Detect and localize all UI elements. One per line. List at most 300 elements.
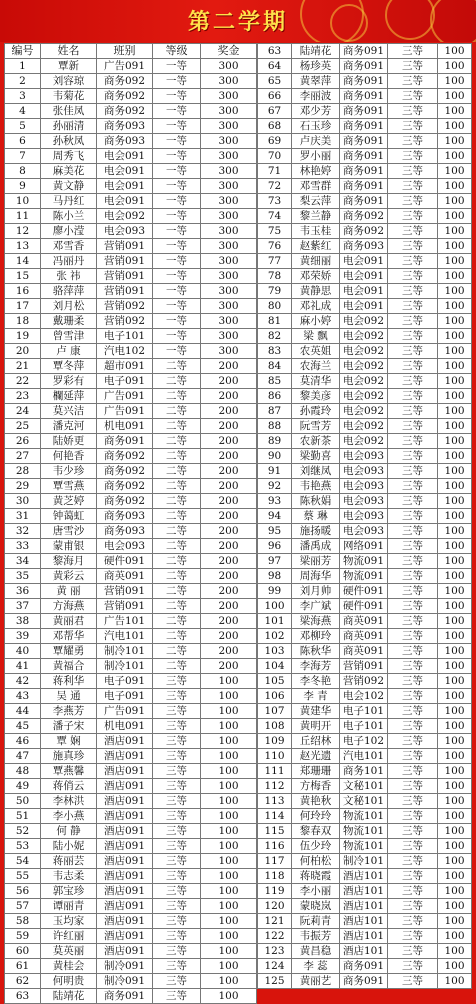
cell-class: 电会091 xyxy=(97,179,153,194)
cell-class: 硬件091 xyxy=(97,554,153,569)
cell-prize: 100 xyxy=(438,809,472,824)
cell-class: 营销092 xyxy=(340,674,388,689)
cell-number: 108 xyxy=(258,719,292,734)
cell-name: 邓雪香 xyxy=(41,239,97,254)
cell-name: 莫清华 xyxy=(292,374,340,389)
cell-prize: 100 xyxy=(201,839,257,854)
cell-class: 酒店091 xyxy=(97,764,153,779)
table-row xyxy=(258,614,472,629)
cell-class: 制冷091 xyxy=(97,959,153,974)
table-row xyxy=(5,164,257,179)
table-row xyxy=(258,134,472,149)
table-row xyxy=(5,104,257,119)
cell-name: 陆靖花 xyxy=(41,989,97,1004)
cell-grade: 三等 xyxy=(388,419,438,434)
cell-grade: 三等 xyxy=(388,269,438,284)
cell-grade: 三等 xyxy=(388,509,438,524)
cell-name: 阮雪芳 xyxy=(292,419,340,434)
cell-number: 85 xyxy=(258,374,292,389)
cell-name: 骆萍萍 xyxy=(41,284,97,299)
table-row xyxy=(5,89,257,104)
cell-name: 邓少芳 xyxy=(292,104,340,119)
cell-number: 76 xyxy=(258,239,292,254)
cell-number: 91 xyxy=(258,464,292,479)
cell-class: 电会091 xyxy=(340,299,388,314)
cell-name: 莫兴洁 xyxy=(41,404,97,419)
cell-prize: 300 xyxy=(201,209,257,224)
cell-name: 梨云萍 xyxy=(292,194,340,209)
cell-grade: 二等 xyxy=(153,479,201,494)
cell-name: 黄翠萍 xyxy=(292,74,340,89)
table-row xyxy=(258,479,472,494)
cell-class: 广告091 xyxy=(97,389,153,404)
cell-name: 李燕芳 xyxy=(41,704,97,719)
cell-prize: 200 xyxy=(201,389,257,404)
cell-class: 电会102 xyxy=(340,689,388,704)
cell-class: 营销091 xyxy=(97,599,153,614)
cell-class: 网络091 xyxy=(340,539,388,554)
cell-number: 102 xyxy=(258,629,292,644)
cell-class: 酒店101 xyxy=(340,869,388,884)
cell-name: 何柏松 xyxy=(292,854,340,869)
cell-name: 覃燕馨 xyxy=(41,764,97,779)
cell-prize: 200 xyxy=(201,494,257,509)
cell-class: 电会093 xyxy=(340,509,388,524)
table-row xyxy=(5,854,257,869)
table-row xyxy=(5,239,257,254)
table-row xyxy=(5,59,257,74)
cell-prize: 200 xyxy=(201,584,257,599)
table-row xyxy=(5,644,257,659)
cell-name: 李小丽 xyxy=(292,884,340,899)
cell-class: 物流091 xyxy=(340,569,388,584)
cell-class: 商务091 xyxy=(97,434,153,449)
table-row xyxy=(5,494,257,509)
cell-prize: 100 xyxy=(438,149,472,164)
cell-number: 116 xyxy=(258,839,292,854)
cell-name: 潘克河 xyxy=(41,419,97,434)
cell-grade: 一等 xyxy=(153,119,201,134)
cell-prize: 100 xyxy=(438,659,472,674)
cell-class: 文秘101 xyxy=(340,779,388,794)
cell-number: 80 xyxy=(258,299,292,314)
cell-number: 21 xyxy=(5,359,41,374)
cell-class: 商务101 xyxy=(340,764,388,779)
table-row xyxy=(5,284,257,299)
cell-class: 商务091 xyxy=(340,164,388,179)
cell-prize: 100 xyxy=(438,569,472,584)
cell-name: 韦志柔 xyxy=(41,869,97,884)
cell-name: 何 静 xyxy=(41,824,97,839)
cell-class: 电会091 xyxy=(97,164,153,179)
cell-grade: 三等 xyxy=(388,44,438,59)
cell-grade: 二等 xyxy=(153,554,201,569)
cell-name: 潘子宋 xyxy=(41,719,97,734)
cell-number: 56 xyxy=(5,884,41,899)
table-row xyxy=(5,464,257,479)
cell-prize: 100 xyxy=(201,704,257,719)
cell-prize: 100 xyxy=(438,734,472,749)
table-row xyxy=(258,209,472,224)
cell-name: 孙霞玲 xyxy=(292,404,340,419)
cell-prize: 300 xyxy=(201,299,257,314)
cell-class: 电会092 xyxy=(340,359,388,374)
table-row xyxy=(258,404,472,419)
cell-prize: 200 xyxy=(201,539,257,554)
cell-name: 黄彩云 xyxy=(41,569,97,584)
cell-class: 营销091 xyxy=(340,659,388,674)
cell-number: 26 xyxy=(5,434,41,449)
cell-class: 酒店101 xyxy=(340,944,388,959)
cell-number: 119 xyxy=(258,884,292,899)
cell-grade: 三等 xyxy=(388,494,438,509)
cell-name: 覃新 xyxy=(41,59,97,74)
cell-number: 30 xyxy=(5,494,41,509)
cell-class: 酒店091 xyxy=(97,824,153,839)
cell-number: 124 xyxy=(258,959,292,974)
cell-class: 电会091 xyxy=(97,149,153,164)
cell-grade: 三等 xyxy=(388,179,438,194)
cell-prize: 300 xyxy=(201,104,257,119)
cell-number: 96 xyxy=(258,539,292,554)
cell-prize: 100 xyxy=(438,389,472,404)
cell-grade: 三等 xyxy=(388,59,438,74)
table-row xyxy=(5,839,257,854)
table-row xyxy=(258,449,472,464)
cell-number: 20 xyxy=(5,344,41,359)
cell-name: 韦菊花 xyxy=(41,89,97,104)
table-row xyxy=(5,224,257,239)
cell-number: 2 xyxy=(5,74,41,89)
cell-class: 电会092 xyxy=(340,374,388,389)
cell-class: 商务092 xyxy=(340,224,388,239)
cell-name: 韦艳燕 xyxy=(292,479,340,494)
cell-name: 黄静思 xyxy=(292,284,340,299)
cell-grade: 三等 xyxy=(153,734,201,749)
cell-number: 106 xyxy=(258,689,292,704)
cell-number: 89 xyxy=(258,434,292,449)
table-row xyxy=(258,494,472,509)
table-row xyxy=(5,914,257,929)
cell-number: 32 xyxy=(5,524,41,539)
cell-prize: 100 xyxy=(438,584,472,599)
cell-prize: 100 xyxy=(438,44,472,59)
table-row xyxy=(258,929,472,944)
cell-class: 商务091 xyxy=(340,959,388,974)
cell-grade: 三等 xyxy=(388,74,438,89)
cell-class: 电子091 xyxy=(97,674,153,689)
cell-class: 商务092 xyxy=(97,74,153,89)
cell-prize: 100 xyxy=(438,749,472,764)
cell-number: 27 xyxy=(5,449,41,464)
cell-name: 陈小兰 xyxy=(41,209,97,224)
table-row xyxy=(258,674,472,689)
cell-number: 97 xyxy=(258,554,292,569)
cell-prize: 300 xyxy=(201,134,257,149)
cell-class: 酒店091 xyxy=(97,899,153,914)
table-row xyxy=(258,869,472,884)
table-row xyxy=(258,179,472,194)
cell-prize: 300 xyxy=(201,119,257,134)
cell-prize: 100 xyxy=(438,929,472,944)
table-row xyxy=(258,944,472,959)
cell-prize: 100 xyxy=(438,974,472,989)
cell-prize: 100 xyxy=(438,914,472,929)
cell-number: 69 xyxy=(258,134,292,149)
cell-grade: 一等 xyxy=(153,209,201,224)
cell-class: 商务091 xyxy=(340,59,388,74)
cell-class: 制冷101 xyxy=(97,659,153,674)
cell-class: 电会092 xyxy=(340,344,388,359)
cell-grade: 三等 xyxy=(153,779,201,794)
cell-prize: 100 xyxy=(438,629,472,644)
cell-name: 许红丽 xyxy=(41,929,97,944)
cell-class: 商务091 xyxy=(340,179,388,194)
cell-prize: 100 xyxy=(438,254,472,269)
cell-class: 酒店091 xyxy=(97,884,153,899)
table-row xyxy=(5,119,257,134)
table-row xyxy=(5,629,257,644)
table-row xyxy=(5,704,257,719)
cell-number: 81 xyxy=(258,314,292,329)
table-row xyxy=(258,839,472,854)
cell-name: 玉均家 xyxy=(41,914,97,929)
cell-class: 电会093 xyxy=(340,524,388,539)
cell-class: 酒店091 xyxy=(97,869,153,884)
cell-class: 广告091 xyxy=(97,404,153,419)
cell-grade: 三等 xyxy=(388,584,438,599)
cell-grade: 三等 xyxy=(153,689,201,704)
cell-name: 蔡 琳 xyxy=(292,509,340,524)
cell-number: 23 xyxy=(5,389,41,404)
cell-number: 110 xyxy=(258,749,292,764)
table-row xyxy=(5,209,257,224)
cell-number: 40 xyxy=(5,644,41,659)
cell-class: 电会092 xyxy=(340,389,388,404)
cell-prize: 100 xyxy=(438,284,472,299)
cell-class: 电会092 xyxy=(340,404,388,419)
cell-class: 汽电102 xyxy=(97,344,153,359)
cell-name: 谭丽青 xyxy=(41,899,97,914)
cell-name: 麻小婷 xyxy=(292,314,340,329)
cell-class: 商务091 xyxy=(340,194,388,209)
cell-name: 梁 飘 xyxy=(292,329,340,344)
cell-grade: 三等 xyxy=(153,764,201,779)
cell-prize: 300 xyxy=(201,344,257,359)
cell-prize: 100 xyxy=(201,824,257,839)
table-row xyxy=(258,419,472,434)
cell-name: 孙丽清 xyxy=(41,119,97,134)
cell-prize: 100 xyxy=(201,974,257,989)
table-row xyxy=(5,254,257,269)
cell-prize: 100 xyxy=(201,719,257,734)
table-header-row xyxy=(5,44,257,59)
cell-grade: 二等 xyxy=(153,509,201,524)
cell-name: 刘月松 xyxy=(41,299,97,314)
cell-name: 张佳凤 xyxy=(41,104,97,119)
table-row xyxy=(258,344,472,359)
cell-grade: 一等 xyxy=(153,134,201,149)
cell-prize: 100 xyxy=(438,314,472,329)
cell-number: 70 xyxy=(258,149,292,164)
table-row xyxy=(258,89,472,104)
cell-class: 商务091 xyxy=(340,74,388,89)
cell-name: 卢 康 xyxy=(41,344,97,359)
cell-name: 李冬艳 xyxy=(292,674,340,689)
cell-grade: 三等 xyxy=(388,824,438,839)
cell-class: 酒店101 xyxy=(340,929,388,944)
cell-grade: 三等 xyxy=(388,314,438,329)
cell-prize: 100 xyxy=(438,359,472,374)
cell-name: 陈秋华 xyxy=(292,644,340,659)
cell-grade: 三等 xyxy=(388,794,438,809)
table-row xyxy=(258,374,472,389)
table-row xyxy=(5,749,257,764)
cell-name: 麻美花 xyxy=(41,164,97,179)
cell-number: 10 xyxy=(5,194,41,209)
table-row xyxy=(258,389,472,404)
cell-name: 李海芳 xyxy=(292,659,340,674)
cell-prize: 100 xyxy=(438,104,472,119)
cell-prize: 100 xyxy=(438,329,472,344)
cell-grade: 三等 xyxy=(153,854,201,869)
table-row xyxy=(5,419,257,434)
cell-class: 酒店091 xyxy=(97,839,153,854)
cell-class: 电会092 xyxy=(340,434,388,449)
cell-prize: 100 xyxy=(438,119,472,134)
cell-name: 蒋利华 xyxy=(41,674,97,689)
table-row xyxy=(258,524,472,539)
cell-number: 22 xyxy=(5,374,41,389)
cell-number: 112 xyxy=(258,779,292,794)
cell-prize: 100 xyxy=(438,464,472,479)
cell-grade: 三等 xyxy=(388,764,438,779)
cell-grade: 一等 xyxy=(153,164,201,179)
cell-number: 59 xyxy=(5,929,41,944)
cell-name: 黄明开 xyxy=(292,719,340,734)
cell-prize: 100 xyxy=(201,734,257,749)
table-row xyxy=(258,254,472,269)
cell-class: 电子091 xyxy=(97,374,153,389)
cell-name: 邓雪群 xyxy=(292,179,340,194)
cell-name: 施扬暖 xyxy=(292,524,340,539)
header-banner xyxy=(0,0,476,42)
table-row xyxy=(5,899,257,914)
cell-name: 邓帮华 xyxy=(41,629,97,644)
table-row xyxy=(258,794,472,809)
cell-class: 酒店101 xyxy=(340,914,388,929)
cell-prize: 200 xyxy=(201,449,257,464)
cell-grade: 一等 xyxy=(153,254,201,269)
cell-number: 36 xyxy=(5,584,41,599)
table-row xyxy=(5,869,257,884)
table-row xyxy=(258,329,472,344)
table-row xyxy=(5,569,257,584)
cell-grade: 三等 xyxy=(388,779,438,794)
cell-name: 吴 通 xyxy=(41,689,97,704)
table-row xyxy=(258,554,472,569)
cell-prize: 100 xyxy=(201,854,257,869)
cell-prize: 100 xyxy=(438,899,472,914)
table-row xyxy=(5,449,257,464)
cell-class: 商务091 xyxy=(97,989,153,1004)
cell-class: 机电091 xyxy=(97,719,153,734)
cell-name: 林艳婷 xyxy=(292,164,340,179)
cell-name: 陆娇更 xyxy=(41,434,97,449)
table-row xyxy=(5,959,257,974)
cell-prize: 200 xyxy=(201,629,257,644)
cell-name: 刘月帅 xyxy=(292,584,340,599)
cell-prize: 100 xyxy=(438,179,472,194)
cell-name: 何玲玲 xyxy=(292,809,340,824)
cell-name: 覃耀勇 xyxy=(41,644,97,659)
cell-grade: 三等 xyxy=(388,329,438,344)
cell-number: 99 xyxy=(258,584,292,599)
cell-prize: 100 xyxy=(438,344,472,359)
table-row xyxy=(258,59,472,74)
cell-prize: 100 xyxy=(201,929,257,944)
cell-prize: 200 xyxy=(201,509,257,524)
table-row xyxy=(5,539,257,554)
table-row xyxy=(5,794,257,809)
cell-name: 李 蕊 xyxy=(292,959,340,974)
table-row xyxy=(258,194,472,209)
cell-prize: 100 xyxy=(438,644,472,659)
cell-prize: 300 xyxy=(201,179,257,194)
cell-number: 7 xyxy=(5,149,41,164)
cell-class: 机电091 xyxy=(97,419,153,434)
cell-class: 物流101 xyxy=(340,839,388,854)
cell-name: 黎春双 xyxy=(292,824,340,839)
cell-number: 67 xyxy=(258,104,292,119)
cell-prize: 100 xyxy=(438,524,472,539)
cell-name: 郑珊珊 xyxy=(292,764,340,779)
cell-class: 电会091 xyxy=(340,254,388,269)
table-row xyxy=(258,764,472,779)
cell-prize: 100 xyxy=(438,764,472,779)
table-row xyxy=(5,524,257,539)
cell-grade: 三等 xyxy=(153,824,201,839)
table-row xyxy=(5,614,257,629)
cell-grade: 三等 xyxy=(388,119,438,134)
cell-class: 物流101 xyxy=(340,824,388,839)
cell-grade: 三等 xyxy=(388,614,438,629)
cell-grade: 三等 xyxy=(153,974,201,989)
table-row xyxy=(5,734,257,749)
cell-class: 制冷091 xyxy=(97,974,153,989)
cell-class: 电会092 xyxy=(97,209,153,224)
table-row xyxy=(258,464,472,479)
cell-grade: 三等 xyxy=(388,599,438,614)
cell-class: 电会092 xyxy=(340,329,388,344)
cell-number: 63 xyxy=(258,44,292,59)
cell-grade: 二等 xyxy=(153,464,201,479)
cell-name: 蒋俏云 xyxy=(41,779,97,794)
cell-grade: 二等 xyxy=(153,614,201,629)
table-row xyxy=(5,359,257,374)
cell-class: 物流091 xyxy=(340,554,388,569)
cell-name: 刘继凤 xyxy=(292,464,340,479)
table-row xyxy=(5,149,257,164)
cell-number: 66 xyxy=(258,89,292,104)
cell-number: 63 xyxy=(5,989,41,1004)
cell-grade: 二等 xyxy=(153,569,201,584)
cell-grade: 三等 xyxy=(153,869,201,884)
cell-class: 商务091 xyxy=(340,44,388,59)
table-row xyxy=(258,659,472,674)
cell-number: 111 xyxy=(258,764,292,779)
cell-name: 李丽波 xyxy=(292,89,340,104)
